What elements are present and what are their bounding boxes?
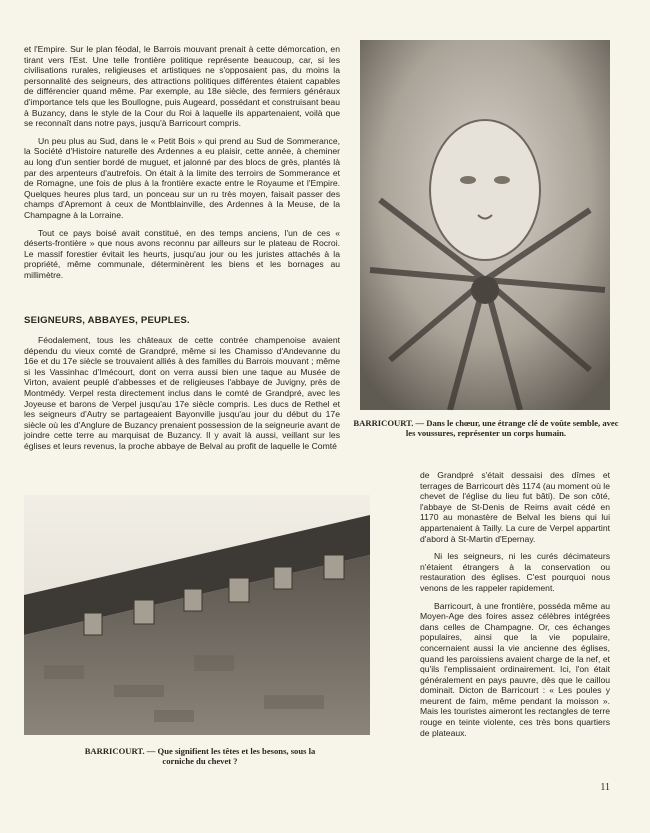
paragraph: Ni les seigneurs, ni les curés décimateurs n'étaient étrangers à la conservation ou restauration des églises. C'est pourquoi nous venons de les rappeler rapidement. xyxy=(420,551,610,593)
paragraph: Tout ce pays boisé avait constitué, en des temps anciens, l'un de ces « déserts-frontière » que nous avons reconnu par ailleurs sur le plateau de Rocroi. Le massif forestier évitait les heurts, jusqu'au jour ou les juristes attachés à la propriété, même communale, déterminèrent les biens et les bornages au millimètre. xyxy=(24,227,340,280)
keystone-illustration xyxy=(360,40,610,410)
page-number: 11 xyxy=(600,782,610,793)
paragraph: Un peu plus au Sud, dans le « Petit Bois » qui prend au Sud de Sommerance, la Société d'Histoire naturelle des Ardennes a eu plaisir, cette année, à cheminer au long d'un sentier bordé de muguet, et jalonné par des blocs de grès, plantés là par des arpenteurs d'autrefois. On était à la limite des terroirs de Sommerance et de Romagne, une fois de plus à la frontière exacte entre le Royaume et l'Empire. Quelques heures plus tard, un ponceau sur un ru très moyen, faisait passer des champs d'Apremont à ceux de Montblainville, des Ardennes à la Meuse, de la Champagne à la Lorraine. xyxy=(24,135,340,220)
paragraph: de Grandpré s'était dessaisi des dîmes et terrages de Barricourt dès 1174 (au moment où le chevet de l'église du lieu fut bâti). De son côté, l'abbaye de St-Denis de Reims avait cédé en 1170 au monastère de Belval les biens qui lui appartenaient à Tailly. La cure de Verpel appartint d'abord à St-Martin d'Epernay. xyxy=(420,470,610,544)
left-column-middle xyxy=(24,335,340,459)
chevet-cornice-photo xyxy=(24,495,370,735)
cornice-illustration xyxy=(24,495,370,735)
left-column-top xyxy=(24,44,340,287)
section-heading: SEIGNEURS, ABBAYES, PEUPLES. xyxy=(24,315,190,326)
paragraph: Barricourt, à une frontière, posséda même au Moyen-Age des foires assez célèbres intégrées dans celles de Champagne. Or, ces échanges populaires, ainsi que la vie populaire, concernaient aussi la vie ancienne des églises, quand les paroissiens avaient charge de la nef, et qu'ils l'emplissaient ordinairement. Ici, l'on était généralement en pays pauvre, dès que le caillou dominait. Dicton de Barricourt : « Les poules y meurent de faim, même pendant la moisson ». Mais les touristes aimeront les rectangles de terre rouge en teinte violente, ces très bons quartiers de plateaux. xyxy=(420,600,610,738)
paragraph: Féodalement, tous les châteaux de cette contrée champenoise avaient dépendu du vieux comté de Grandpré, même si les Chamisso d'Andevanne du 16e et du 17e siècle se trouvaient alliés à des familles du Barrois mouvant ; même si les Vassinhac d'Imécourt, dont on verra aussi bien une taque au Musée de Virton, avaient peuplé d'abbesses et de religieuses l'abbaye de Juvigny, près de Montmédy. Verpel resta directement inclus dans le comté de Grandpré, avec les Joyeuse et barons de Verpel jusqu'au 17e siècle compris. Les ducs de Rethel et les seigneurs d'Autry se partageaient Bayonville jusqu'au jour du début du 17e siècle où les d'Anglure de Buzancy prenaient possession de la seigneurie avant de joindre cette terre au marquisat de Buzancy. Il y avait là aussi, veillant sur les églises et leurs revenus, la proche abbaye de Belval au profit de laquelle le Comté xyxy=(24,335,340,451)
cornice-caption: BARRICOURT. — Que signifient les têtes et les besons, sous la corniche du chevet ? xyxy=(84,746,316,766)
keystone-photo xyxy=(360,40,610,410)
keystone-caption: BARRICOURT. — Dans le chœur, une étrange clé de voûte semble, avec les voussures, représenter un corps humain. xyxy=(353,418,619,438)
paragraph: et l'Empire. Sur le plan féodal, le Barrois mouvant prenait à cette démorcation, en tirant vers l'Est. Une telle frontière politique représente beaucoup, car, si les civilisations rurales, religieuses et artistiques ne s'opposaient pas, du moins la personnalité des seigneurs, des attractions politiques différentes étaient capables de différencier quand même. Par exemple, au 18e siècle, des fermiers généraux d'importance tels que les Boullogne, puis Augeard, possédant et construisant beau à Buzancy, dans le style de la Cour du Roi à laquelle ils appartenaient, voilà que se reconnaît dans notre pays, jusqu'à Barricourt compris. xyxy=(24,44,340,129)
right-column-bottom xyxy=(420,470,610,745)
